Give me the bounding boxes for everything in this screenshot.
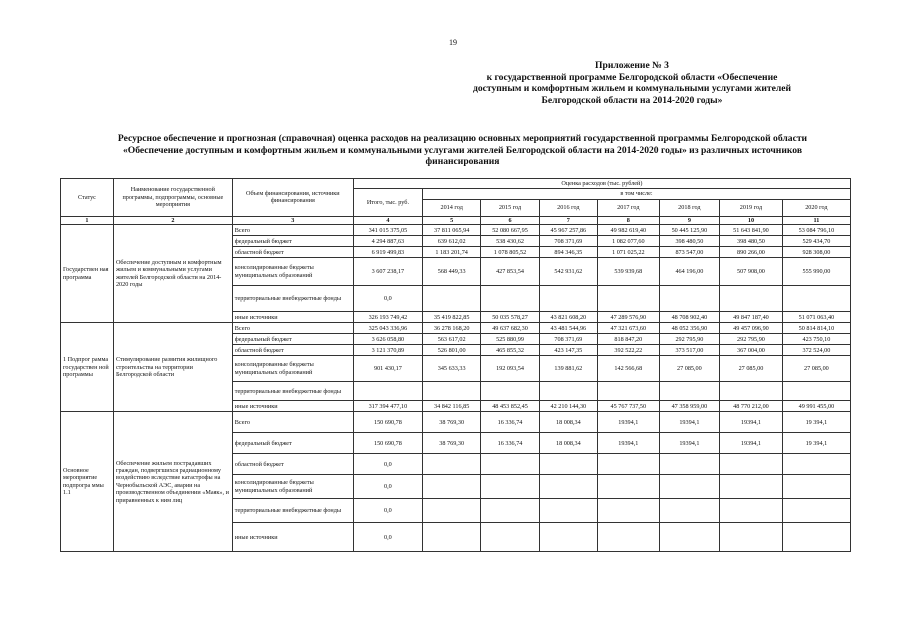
column-number: 7 [539, 216, 597, 224]
year-value-cell: 529 434,70 [782, 236, 850, 247]
year-value-cell: 192 093,54 [481, 356, 539, 382]
year-value-cell: 818 847,20 [598, 334, 660, 345]
year-value-cell: 50 035 578,27 [481, 312, 539, 323]
funding-source-cell: федеральный бюджет [232, 236, 353, 247]
year-value-cell: 398 480,50 [720, 236, 783, 247]
year-value-cell [598, 454, 660, 475]
year-value-cell: 49 991 455,00 [782, 401, 850, 412]
total-cell: 3 121 370,89 [353, 345, 422, 356]
total-cell: 3 626 058,80 [353, 334, 422, 345]
year-value-cell: 928 308,00 [782, 247, 850, 258]
year-value-cell [782, 499, 850, 523]
year-value-cell: 18 008,34 [539, 433, 597, 454]
year-value-cell: 507 908,00 [720, 258, 783, 286]
year-value-cell: 1 078 805,52 [481, 247, 539, 258]
appendix-heading [417, 60, 847, 106]
total-cell: 0,0 [353, 523, 422, 552]
year-value-cell [422, 523, 480, 552]
year-value-cell: 538 430,62 [481, 236, 539, 247]
column-number: 9 [659, 216, 720, 224]
total-cell: 4 294 887,63 [353, 236, 422, 247]
year-value-cell: 19394,1 [598, 433, 660, 454]
year-value-cell: 525 880,99 [481, 334, 539, 345]
appendix-line-3: доступным и комфортным жильем и коммунальными услугами жителей [472, 83, 791, 94]
header-total: Итого, тыс. руб. [353, 189, 422, 216]
funding-source-cell: областной бюджет [232, 345, 353, 356]
year-value-cell [598, 499, 660, 523]
total-cell: 0,0 [353, 475, 422, 499]
title-line-3: финансирования [425, 156, 500, 167]
year-value-cell: 27 085,00 [782, 356, 850, 382]
column-number: 11 [782, 216, 850, 224]
year-value-cell [720, 523, 783, 552]
year-value-cell: 48 770 212,00 [720, 401, 783, 412]
year-value-cell [598, 475, 660, 499]
year-value-cell: 563 617,02 [422, 334, 480, 345]
funding-source-cell: консолидированные бюджеты муниципальных образований [232, 258, 353, 286]
row-status-cell: 1 Подпрог рамма государствен ной программы [61, 323, 114, 412]
year-value-cell: 19394,1 [659, 412, 720, 433]
funding-source-cell: территориальные внебюджетные фонды [232, 286, 353, 312]
year-value-cell [481, 523, 539, 552]
title-line-1: Ресурсное обеспечение и прогнозная (справочная) оценка расходов на реализацию основных мероприятий государственной программы Белгородской области [117, 133, 808, 144]
year-value-cell: 49 457 096,90 [720, 323, 783, 334]
year-value-cell: 708 371,69 [539, 334, 597, 345]
year-value-cell: 43 821 608,20 [539, 312, 597, 323]
year-value-cell [598, 382, 660, 401]
year-value-cell: 292 795,90 [720, 334, 783, 345]
total-cell: 150 690,78 [353, 433, 422, 454]
total-cell: 325 043 336,96 [353, 323, 422, 334]
total-cell: 901 430,17 [353, 356, 422, 382]
year-value-cell: 526 801,00 [422, 345, 480, 356]
total-cell: 6 919 499,83 [353, 247, 422, 258]
year-value-cell: 47 289 576,90 [598, 312, 660, 323]
year-value-cell: 42 210 144,30 [539, 401, 597, 412]
funding-source-cell: иные источники [232, 523, 353, 552]
year-value-cell: 423 147,35 [539, 345, 597, 356]
year-value-cell: 49 637 682,30 [481, 323, 539, 334]
year-value-cell: 38 769,30 [422, 433, 480, 454]
year-value-cell [539, 475, 597, 499]
year-value-cell: 36 278 168,20 [422, 323, 480, 334]
year-value-cell [720, 454, 783, 475]
column-number: 1 [61, 216, 114, 224]
funding-source-cell: территориальные внебюджетные фонды [232, 382, 353, 401]
year-value-cell: 398 480,50 [659, 236, 720, 247]
header-2018: 2018 год [659, 199, 720, 216]
year-value-cell: 53 084 796,10 [782, 225, 850, 236]
year-value-cell: 372 524,00 [782, 345, 850, 356]
year-value-cell: 427 853,54 [481, 258, 539, 286]
year-value-cell: 539 939,68 [598, 258, 660, 286]
year-value-cell: 373 517,00 [659, 345, 720, 356]
funding-source-cell: областной бюджет [232, 247, 353, 258]
year-value-cell [539, 499, 597, 523]
total-cell: 326 193 749,42 [353, 312, 422, 323]
year-value-cell [720, 499, 783, 523]
year-value-cell: 19 394,1 [782, 433, 850, 454]
total-cell: 0,0 [353, 286, 422, 312]
header-2015: 2015 год [481, 199, 539, 216]
header-2016: 2016 год [539, 199, 597, 216]
funding-source-cell: территориальные внебюджетные фонды [232, 499, 353, 523]
header-2017: 2017 год [598, 199, 660, 216]
funding-source-cell: федеральный бюджет [232, 433, 353, 454]
funding-source-cell: консолидированные бюджеты муниципальных образований [232, 475, 353, 499]
header-2014: 2014 год [422, 199, 480, 216]
year-value-cell: 568 449,33 [422, 258, 480, 286]
year-value-cell [598, 286, 660, 312]
column-number: 4 [353, 216, 422, 224]
resource-table [60, 178, 851, 552]
column-number: 8 [598, 216, 660, 224]
year-value-cell [422, 382, 480, 401]
year-value-cell: 49 982 619,40 [598, 225, 660, 236]
table-row [61, 225, 851, 236]
header-including: в том числе: [422, 189, 850, 199]
year-value-cell: 52 080 667,95 [481, 225, 539, 236]
year-value-cell [539, 523, 597, 552]
year-value-cell: 38 769,30 [422, 412, 480, 433]
funding-source-cell: иные источники [232, 401, 353, 412]
total-cell: 0,0 [353, 499, 422, 523]
funding-source-cell: Всего [232, 225, 353, 236]
year-value-cell: 894 346,35 [539, 247, 597, 258]
funding-source-cell: иные источники [232, 312, 353, 323]
year-value-cell [481, 475, 539, 499]
column-number: 2 [113, 216, 232, 224]
year-value-cell: 19394,1 [720, 433, 783, 454]
year-value-cell: 392 522,22 [598, 345, 660, 356]
year-value-cell [720, 286, 783, 312]
year-value-cell: 1 082 077,60 [598, 236, 660, 247]
title-line-2: «Обеспечение доступным и комфортным жильем и коммунальными услугами жителей Белгородской области на 2014-2020 годы» из различных источников [122, 144, 803, 156]
year-value-cell [782, 475, 850, 499]
row-status-cell: Основное мероприятие подпрогра ммы 1.1 [61, 412, 114, 552]
funding-source-cell: Всего [232, 412, 353, 433]
column-number: 10 [720, 216, 783, 224]
header-volume: Объем финансирования, источники финансирования [232, 179, 353, 217]
header-status: Статус [61, 179, 114, 217]
year-value-cell: 50 814 814,10 [782, 323, 850, 334]
year-value-cell: 464 196,00 [659, 258, 720, 286]
year-value-cell: 16 336,74 [481, 433, 539, 454]
year-value-cell: 555 990,00 [782, 258, 850, 286]
funding-source-cell: федеральный бюджет [232, 334, 353, 345]
funding-source-cell: консолидированные бюджеты муниципальных образований [232, 356, 353, 382]
year-value-cell: 542 931,62 [539, 258, 597, 286]
year-value-cell: 292 795,90 [659, 334, 720, 345]
year-value-cell: 27 085,00 [720, 356, 783, 382]
funding-source-cell: областной бюджет [232, 454, 353, 475]
year-value-cell: 47 321 673,60 [598, 323, 660, 334]
year-value-cell: 465 855,32 [481, 345, 539, 356]
year-value-cell [422, 454, 480, 475]
year-value-cell: 37 811 065,94 [422, 225, 480, 236]
total-cell [353, 382, 422, 401]
year-value-cell: 890 266,00 [720, 247, 783, 258]
year-value-cell: 367 004,00 [720, 345, 783, 356]
row-name-cell: Обеспечение жильем пострадавших граждан, подвергшихся радиационному воздействию вследствие катастрофы на Чернобыльской АЭС, аварии на производственном объединении «Маяк», и приравненных к ним лиц [113, 412, 232, 552]
year-value-cell: 1 183 201,74 [422, 247, 480, 258]
total-cell: 341 015 375,05 [353, 225, 422, 236]
year-value-cell: 139 881,62 [539, 356, 597, 382]
total-cell: 0,0 [353, 454, 422, 475]
year-value-cell: 51 071 063,40 [782, 312, 850, 323]
row-name-cell: Стимулирование развития жилищного строительства на территории Белгородской области [113, 323, 232, 412]
year-value-cell: 19 394,1 [782, 412, 850, 433]
year-value-cell [539, 454, 597, 475]
page-number: 19 [449, 38, 457, 47]
header-name: Наименование государственной программы, подпрограммы, основные мероприятия [113, 179, 232, 217]
year-value-cell: 34 842 116,85 [422, 401, 480, 412]
year-value-cell: 48 052 356,90 [659, 323, 720, 334]
year-value-cell: 873 547,00 [659, 247, 720, 258]
year-value-cell [422, 475, 480, 499]
year-value-cell: 19394,1 [659, 433, 720, 454]
column-number: 3 [232, 216, 353, 224]
year-value-cell [782, 454, 850, 475]
total-cell: 317 394 477,10 [353, 401, 422, 412]
year-value-cell: 47 358 959,00 [659, 401, 720, 412]
header-estimate: Оценка расходов (тыс. рублей) [353, 179, 850, 189]
year-value-cell: 27 085,00 [659, 356, 720, 382]
year-value-cell: 19394,1 [720, 412, 783, 433]
appendix-line-4: Белгородской области на 2014-2020 годы» [541, 94, 723, 106]
year-value-cell [782, 523, 850, 552]
year-value-cell: 35 419 822,85 [422, 312, 480, 323]
year-value-cell [481, 499, 539, 523]
year-value-cell [659, 286, 720, 312]
year-value-cell: 45 767 737,50 [598, 401, 660, 412]
header-2020: 2020 год [782, 199, 850, 216]
column-number-row [61, 216, 851, 224]
year-value-cell: 45 967 257,86 [539, 225, 597, 236]
year-value-cell: 18 008,34 [539, 412, 597, 433]
year-value-cell: 49 847 187,40 [720, 312, 783, 323]
year-value-cell: 708 371,69 [539, 236, 597, 247]
year-value-cell [481, 454, 539, 475]
year-value-cell: 345 633,33 [422, 356, 480, 382]
year-value-cell [481, 382, 539, 401]
year-value-cell [481, 286, 539, 312]
column-number: 6 [481, 216, 539, 224]
year-value-cell [720, 475, 783, 499]
year-value-cell [422, 286, 480, 312]
year-value-cell [659, 523, 720, 552]
header-2019: 2019 год [720, 199, 783, 216]
year-value-cell [598, 523, 660, 552]
year-value-cell: 142 566,68 [598, 356, 660, 382]
column-number: 5 [422, 216, 480, 224]
funding-source-cell: Всего [232, 323, 353, 334]
year-value-cell: 16 336,74 [481, 412, 539, 433]
document-title [60, 133, 865, 168]
year-value-cell: 43 481 544,96 [539, 323, 597, 334]
table-row [61, 412, 851, 433]
row-status-cell: Государствен ная программа [61, 225, 114, 323]
appendix-line-1: Приложение № 3 [595, 60, 669, 71]
year-value-cell [659, 499, 720, 523]
row-name-cell: Обеспечение доступным и комфортным жильем и коммунальными услугами жителей Белгородской области на 2014-2020 годы [113, 225, 232, 323]
year-value-cell: 51 643 841,90 [720, 225, 783, 236]
year-value-cell [422, 499, 480, 523]
year-value-cell [659, 475, 720, 499]
year-value-cell: 639 612,02 [422, 236, 480, 247]
year-value-cell [539, 286, 597, 312]
year-value-cell [782, 286, 850, 312]
year-value-cell [539, 382, 597, 401]
table-row [61, 323, 851, 334]
year-value-cell [659, 382, 720, 401]
year-value-cell: 50 445 125,90 [659, 225, 720, 236]
year-value-cell: 48 453 852,45 [481, 401, 539, 412]
total-cell: 3 607 238,17 [353, 258, 422, 286]
year-value-cell [659, 454, 720, 475]
year-value-cell: 423 750,10 [782, 334, 850, 345]
year-value-cell: 48 708 902,40 [659, 312, 720, 323]
year-value-cell: 1 071 025,22 [598, 247, 660, 258]
year-value-cell: 19394,1 [598, 412, 660, 433]
total-cell: 150 690,78 [353, 412, 422, 433]
appendix-line-2: к государственной программе Белгородской области «Обеспечение [486, 71, 778, 83]
year-value-cell [720, 382, 783, 401]
year-value-cell [782, 382, 850, 401]
